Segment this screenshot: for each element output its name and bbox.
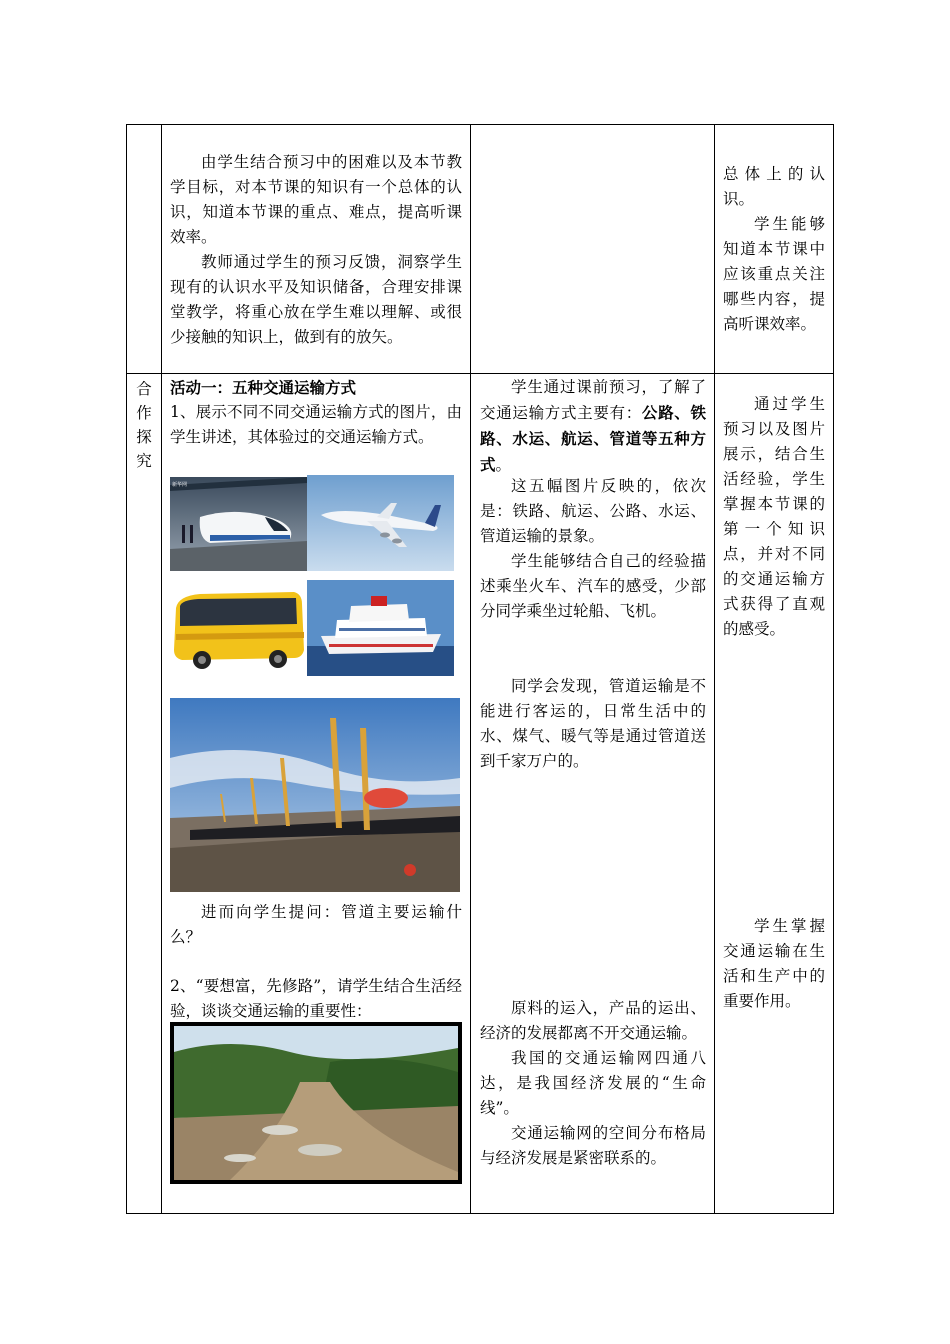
column-divider — [470, 125, 471, 1213]
column-divider — [161, 125, 162, 1213]
row1-col4-paragraph-1: 总体上的认识。 — [723, 165, 825, 208]
airplane-photo — [307, 475, 454, 571]
train-photo-caption: 新华网 — [172, 482, 188, 488]
col3-paragraph-6: 我国的交通运输网四通八达，是我国经济发展的“生命线”。 — [480, 1049, 706, 1117]
activity-heading: 活动一：五种交通运输方式 — [170, 378, 357, 397]
col3-paragraph-5: 原料的运入，产品的运出、经济的发展都离不开交通运输。 — [480, 999, 706, 1042]
five-transport-modes: 公路、铁路、水运、航运、管道等五种方式 — [480, 403, 706, 474]
col3-paragraph-7: 交通运输网的空间分布格局与经济发展是紧密联系的。 — [480, 1124, 706, 1167]
pipeline-photo — [170, 698, 460, 892]
col3-paragraph-2: 这五幅图片反映的，依次是：铁路、航运、公路、水运、管道运输的景象。 — [480, 477, 706, 545]
activity-step-1: 1、展示不同不同交通运输方式的图片，由学生讲述，其体验过的交通运输方式。 — [170, 403, 462, 446]
row-divider — [127, 373, 833, 374]
activity-step-2: 2、“要想富，先修路”，请学生结合生活经验，谈谈交通运输的重要性： — [170, 977, 462, 1020]
pipeline-question: 进而向学生提问：管道主要运输什么？ — [170, 903, 462, 946]
row-label-cooperative-inquiry: 合 作 探 究 — [136, 380, 152, 470]
row1-col2-paragraph-2: 教师通过学生的预习反馈，洞察学生现有的认识水平及知识储备，合理安排课堂教学，将重心放在学生难以理解、或很少接触的知识上，做到有的放矢。 — [170, 253, 462, 346]
muddy-road-photo — [170, 1022, 462, 1184]
column-divider — [714, 125, 715, 1213]
col3-paragraph-4: 同学会发现，管道运输是不能进行客运的，日常生活中的水、煤气、暖气等是通过管道送到千家万户的。 — [480, 677, 706, 770]
col3-paragraph-1: 学生通过课前预习，了解了交通运输方式主要有：公路、铁路、水运、航运、管道等五种方式。 — [480, 378, 706, 474]
train-photo — [170, 477, 307, 571]
ship-photo — [307, 580, 454, 676]
row1-col4-paragraph-2: 学生能够知道本节课中应该重点关注哪些内容，提高听课效率。 — [723, 215, 825, 333]
row1-col2-paragraph-1: 由学生结合预习中的困难以及本节教学目标，对本节课的知识有一个总体的认识，知道本节课的重点、难点，提高听课效率。 — [170, 153, 462, 246]
col4-paragraph-2: 学生掌握交通运输在生活和生产中的重要作用。 — [723, 917, 825, 1010]
col4-paragraph-1: 通过学生预习以及图片展示，结合生活经验，学生掌握本节课的第一个知识点，并对不同的交通运输方式获得了直观的感受。 — [723, 395, 825, 638]
col3-paragraph-3: 学生能够结合自己的经验描述乘坐火车、汽车的感受，少部分同学乘坐过轮船、飞机。 — [480, 552, 706, 620]
bus-photo — [170, 580, 307, 676]
